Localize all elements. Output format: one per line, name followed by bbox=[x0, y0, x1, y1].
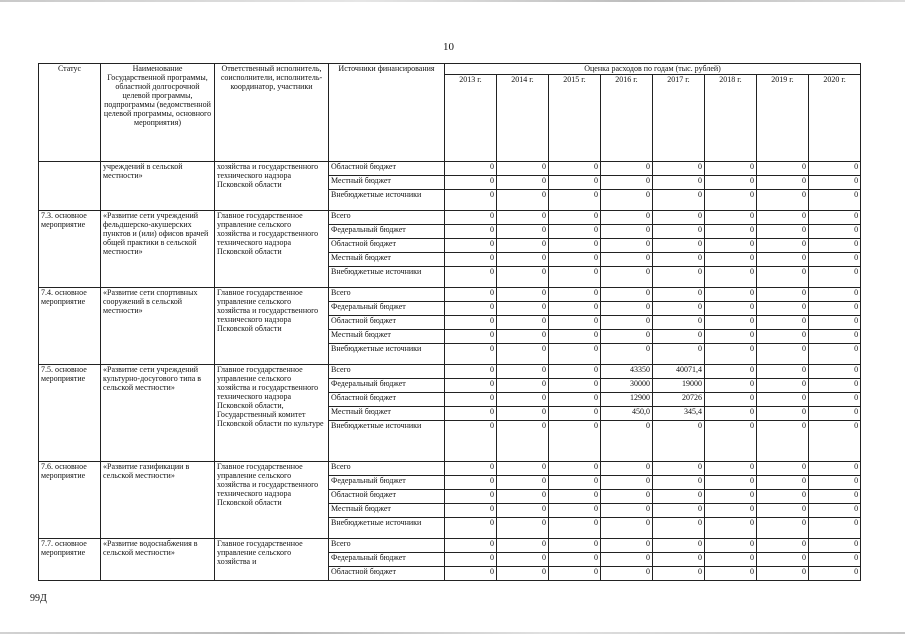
amount-cell: 0 bbox=[445, 211, 497, 225]
amount-cell: 0 bbox=[653, 211, 705, 225]
amount-cell: 0 bbox=[549, 302, 601, 316]
funding-source-cell: Всего bbox=[329, 365, 445, 379]
amount-cell: 0 bbox=[601, 239, 653, 253]
amount-cell: 0 bbox=[445, 330, 497, 344]
amount-cell: 0 bbox=[497, 344, 549, 365]
amount-cell: 0 bbox=[549, 239, 601, 253]
header-year: 2018 г. bbox=[705, 75, 757, 162]
amount-cell: 0 bbox=[601, 344, 653, 365]
amount-cell: 0 bbox=[809, 393, 861, 407]
amount-cell: 0 bbox=[653, 344, 705, 365]
amount-cell: 0 bbox=[705, 539, 757, 553]
table-row bbox=[39, 211, 861, 225]
header-year: 2020 г. bbox=[809, 75, 861, 162]
amount-cell: 0 bbox=[757, 504, 809, 518]
amount-cell: 0 bbox=[809, 176, 861, 190]
amount-cell: 0 bbox=[445, 379, 497, 393]
funding-source-cell: Внебюджетные источники bbox=[329, 344, 445, 365]
amount-cell: 0 bbox=[809, 225, 861, 239]
amount-cell: 0 bbox=[445, 462, 497, 476]
amount-cell: 0 bbox=[601, 190, 653, 211]
funding-source-cell: Внебюджетные источники bbox=[329, 518, 445, 539]
amount-cell: 0 bbox=[653, 239, 705, 253]
amount-cell: 12900 bbox=[601, 393, 653, 407]
footer-code: 99Д bbox=[30, 593, 47, 604]
header-year: 2019 г. bbox=[757, 75, 809, 162]
amount-cell: 0 bbox=[653, 162, 705, 176]
amount-cell: 0 bbox=[601, 476, 653, 490]
responsible-cell: Главное государственное управление сельского хозяйства и bbox=[215, 539, 329, 581]
amount-cell: 0 bbox=[757, 211, 809, 225]
amount-cell: 0 bbox=[601, 490, 653, 504]
amount-cell: 0 bbox=[809, 330, 861, 344]
program-name-cell: учреждений в сельской местности» bbox=[101, 162, 215, 211]
amount-cell: 0 bbox=[497, 490, 549, 504]
amount-cell: 0 bbox=[445, 288, 497, 302]
funding-source-cell: Областной бюджет bbox=[329, 490, 445, 504]
amount-cell: 0 bbox=[445, 490, 497, 504]
amount-cell: 0 bbox=[757, 365, 809, 379]
funding-source-cell: Внебюджетные источники bbox=[329, 421, 445, 462]
amount-cell: 0 bbox=[549, 190, 601, 211]
header-name: Наименование Государственной программы, областной долгосрочной целевой программы, подпрограммы (ведомственной целевой программы, основного мероприятия) bbox=[101, 64, 215, 162]
status-cell: 7.3. основное мероприятие bbox=[39, 211, 101, 288]
amount-cell: 0 bbox=[445, 344, 497, 365]
table-row bbox=[39, 365, 861, 379]
funding-source-cell: Местный бюджет bbox=[329, 253, 445, 267]
amount-cell: 0 bbox=[757, 393, 809, 407]
amount-cell: 0 bbox=[601, 302, 653, 316]
amount-cell: 0 bbox=[549, 267, 601, 288]
amount-cell: 0 bbox=[601, 504, 653, 518]
amount-cell: 0 bbox=[497, 225, 549, 239]
amount-cell: 0 bbox=[653, 316, 705, 330]
amount-cell: 0 bbox=[497, 239, 549, 253]
amount-cell: 0 bbox=[705, 176, 757, 190]
funding-source-cell: Областной бюджет bbox=[329, 393, 445, 407]
responsible-cell: Главное государственное управление сельского хозяйства и государственного технического надзора Псковской области bbox=[215, 462, 329, 539]
amount-cell: 0 bbox=[757, 253, 809, 267]
amount-cell: 0 bbox=[809, 504, 861, 518]
header-year: 2015 г. bbox=[549, 75, 601, 162]
amount-cell: 0 bbox=[705, 421, 757, 462]
amount-cell: 0 bbox=[757, 316, 809, 330]
amount-cell: 0 bbox=[705, 462, 757, 476]
amount-cell: 0 bbox=[497, 407, 549, 421]
amount-cell: 0 bbox=[601, 211, 653, 225]
amount-cell: 0 bbox=[653, 462, 705, 476]
amount-cell: 0 bbox=[809, 490, 861, 504]
amount-cell: 0 bbox=[445, 253, 497, 267]
funding-source-cell: Областной бюджет bbox=[329, 316, 445, 330]
amount-cell: 0 bbox=[549, 162, 601, 176]
amount-cell: 0 bbox=[809, 407, 861, 421]
amount-cell: 0 bbox=[809, 239, 861, 253]
amount-cell: 0 bbox=[601, 567, 653, 581]
amount-cell: 0 bbox=[757, 567, 809, 581]
amount-cell: 0 bbox=[497, 267, 549, 288]
amount-cell: 0 bbox=[497, 379, 549, 393]
amount-cell: 0 bbox=[549, 539, 601, 553]
table-body bbox=[39, 162, 861, 581]
amount-cell: 0 bbox=[601, 162, 653, 176]
amount-cell: 0 bbox=[549, 288, 601, 302]
amount-cell: 0 bbox=[445, 407, 497, 421]
amount-cell: 0 bbox=[445, 393, 497, 407]
amount-cell: 0 bbox=[809, 567, 861, 581]
amount-cell: 0 bbox=[549, 476, 601, 490]
amount-cell: 0 bbox=[705, 316, 757, 330]
amount-cell: 0 bbox=[549, 504, 601, 518]
funding-source-cell: Областной бюджет bbox=[329, 162, 445, 176]
program-name-cell: «Развитие водоснабжения в сельской местности» bbox=[101, 539, 215, 581]
amount-cell: 0 bbox=[705, 393, 757, 407]
amount-cell: 0 bbox=[705, 518, 757, 539]
amount-cell: 0 bbox=[445, 302, 497, 316]
amount-cell: 0 bbox=[705, 504, 757, 518]
amount-cell: 0 bbox=[497, 553, 549, 567]
amount-cell: 0 bbox=[809, 316, 861, 330]
amount-cell: 0 bbox=[497, 421, 549, 462]
scan-edge-top bbox=[0, 0, 905, 2]
amount-cell: 0 bbox=[549, 253, 601, 267]
amount-cell: 0 bbox=[757, 344, 809, 365]
header-year: 2014 г. bbox=[497, 75, 549, 162]
amount-cell: 0 bbox=[601, 539, 653, 553]
amount-cell: 0 bbox=[601, 330, 653, 344]
funding-source-cell: Федеральный бюджет bbox=[329, 302, 445, 316]
amount-cell: 0 bbox=[757, 379, 809, 393]
amount-cell: 0 bbox=[757, 239, 809, 253]
amount-cell: 0 bbox=[705, 567, 757, 581]
amount-cell: 0 bbox=[601, 316, 653, 330]
amount-cell: 0 bbox=[653, 518, 705, 539]
funding-source-cell: Областной бюджет bbox=[329, 239, 445, 253]
amount-cell: 43350 bbox=[601, 365, 653, 379]
amount-cell: 0 bbox=[497, 567, 549, 581]
program-name-cell: «Развитие сети учреждений культурно-досугового типа в сельской местности» bbox=[101, 365, 215, 462]
table-row bbox=[39, 288, 861, 302]
amount-cell: 0 bbox=[653, 288, 705, 302]
amount-cell: 0 bbox=[445, 239, 497, 253]
amount-cell: 0 bbox=[809, 344, 861, 365]
amount-cell: 0 bbox=[705, 253, 757, 267]
amount-cell: 0 bbox=[757, 302, 809, 316]
amount-cell: 0 bbox=[497, 518, 549, 539]
amount-cell: 0 bbox=[653, 253, 705, 267]
amount-cell: 0 bbox=[549, 490, 601, 504]
amount-cell: 0 bbox=[809, 267, 861, 288]
amount-cell: 0 bbox=[445, 539, 497, 553]
amount-cell: 0 bbox=[549, 518, 601, 539]
amount-cell: 0 bbox=[601, 225, 653, 239]
amount-cell: 0 bbox=[809, 462, 861, 476]
scan-edge-bottom bbox=[0, 632, 905, 634]
funding-source-cell: Внебюджетные источники bbox=[329, 190, 445, 211]
amount-cell: 0 bbox=[705, 267, 757, 288]
amount-cell: 0 bbox=[549, 421, 601, 462]
amount-cell: 0 bbox=[757, 288, 809, 302]
amount-cell: 0 bbox=[549, 553, 601, 567]
program-name-cell: «Развитие сети спортивных сооружений в сельской местности» bbox=[101, 288, 215, 365]
amount-cell: 0 bbox=[497, 302, 549, 316]
amount-cell: 450,0 bbox=[601, 407, 653, 421]
header-sources: Источники финансирования bbox=[329, 64, 445, 162]
amount-cell: 0 bbox=[653, 539, 705, 553]
amount-cell: 0 bbox=[653, 330, 705, 344]
responsible-cell: Главное государственное управление сельского хозяйства и государственного технического надзора Псковской области bbox=[215, 211, 329, 288]
amount-cell: 40071,4 bbox=[653, 365, 705, 379]
amount-cell: 0 bbox=[445, 553, 497, 567]
amount-cell: 0 bbox=[549, 330, 601, 344]
funding-source-cell: Федеральный бюджет bbox=[329, 379, 445, 393]
amount-cell: 0 bbox=[809, 421, 861, 462]
funding-source-cell: Внебюджетные источники bbox=[329, 267, 445, 288]
amount-cell: 0 bbox=[549, 407, 601, 421]
amount-cell: 0 bbox=[497, 539, 549, 553]
amount-cell: 0 bbox=[445, 267, 497, 288]
amount-cell: 0 bbox=[549, 316, 601, 330]
funding-source-cell: Местный бюджет bbox=[329, 330, 445, 344]
funding-source-cell: Всего bbox=[329, 539, 445, 553]
status-cell: 7.5. основное мероприятие bbox=[39, 365, 101, 462]
amount-cell: 0 bbox=[445, 567, 497, 581]
amount-cell: 0 bbox=[445, 421, 497, 462]
amount-cell: 0 bbox=[757, 176, 809, 190]
amount-cell: 0 bbox=[445, 476, 497, 490]
amount-cell: 0 bbox=[705, 379, 757, 393]
amount-cell: 0 bbox=[705, 553, 757, 567]
program-name-cell: «Развитие газификации в сельской местности» bbox=[101, 462, 215, 539]
amount-cell: 0 bbox=[757, 421, 809, 462]
amount-cell: 0 bbox=[705, 407, 757, 421]
amount-cell: 0 bbox=[653, 553, 705, 567]
header-year: 2017 г. bbox=[653, 75, 705, 162]
status-cell: 7.7. основное мероприятие bbox=[39, 539, 101, 581]
amount-cell: 0 bbox=[497, 504, 549, 518]
amount-cell: 0 bbox=[497, 190, 549, 211]
amount-cell: 0 bbox=[601, 176, 653, 190]
amount-cell: 0 bbox=[497, 365, 549, 379]
amount-cell: 0 bbox=[497, 393, 549, 407]
amount-cell: 0 bbox=[757, 462, 809, 476]
amount-cell: 0 bbox=[809, 162, 861, 176]
header-status: Статус bbox=[39, 64, 101, 162]
amount-cell: 0 bbox=[809, 476, 861, 490]
amount-cell: 0 bbox=[757, 553, 809, 567]
amount-cell: 0 bbox=[705, 288, 757, 302]
amount-cell: 0 bbox=[653, 302, 705, 316]
amount-cell: 0 bbox=[757, 190, 809, 211]
amount-cell: 30000 bbox=[601, 379, 653, 393]
amount-cell: 0 bbox=[705, 211, 757, 225]
header-year: 2016 г. bbox=[601, 75, 653, 162]
amount-cell: 0 bbox=[601, 553, 653, 567]
funding-source-cell: Местный бюджет bbox=[329, 176, 445, 190]
amount-cell: 0 bbox=[653, 476, 705, 490]
amount-cell: 0 bbox=[809, 302, 861, 316]
amount-cell: 0 bbox=[549, 365, 601, 379]
responsible-cell: Главное государственное управление сельского хозяйства и государственного технического надзора Псковской области, Государственный комитет Псковской области по культуре bbox=[215, 365, 329, 462]
amount-cell: 345,4 bbox=[653, 407, 705, 421]
amount-cell: 0 bbox=[549, 344, 601, 365]
amount-cell: 0 bbox=[653, 421, 705, 462]
amount-cell: 0 bbox=[705, 239, 757, 253]
amount-cell: 0 bbox=[705, 490, 757, 504]
responsible-cell: хозяйства и государственного технического надзора Псковской области bbox=[215, 162, 329, 211]
amount-cell: 0 bbox=[705, 225, 757, 239]
amount-cell: 0 bbox=[809, 379, 861, 393]
funding-source-cell: Всего bbox=[329, 211, 445, 225]
table-row bbox=[39, 462, 861, 476]
table-header-row bbox=[39, 64, 861, 75]
header-year: 2013 г. bbox=[445, 75, 497, 162]
funding-source-cell: Федеральный бюджет bbox=[329, 225, 445, 239]
amount-cell: 0 bbox=[757, 330, 809, 344]
amount-cell: 0 bbox=[757, 490, 809, 504]
amount-cell: 0 bbox=[549, 462, 601, 476]
amount-cell: 0 bbox=[757, 267, 809, 288]
funding-source-cell: Местный бюджет bbox=[329, 407, 445, 421]
amount-cell: 0 bbox=[445, 365, 497, 379]
funding-source-cell: Всего bbox=[329, 462, 445, 476]
amount-cell: 0 bbox=[757, 476, 809, 490]
amount-cell: 0 bbox=[653, 490, 705, 504]
amount-cell: 0 bbox=[757, 162, 809, 176]
amount-cell: 0 bbox=[653, 176, 705, 190]
amount-cell: 0 bbox=[601, 421, 653, 462]
funding-source-cell: Всего bbox=[329, 288, 445, 302]
amount-cell: 0 bbox=[497, 330, 549, 344]
amount-cell: 0 bbox=[497, 162, 549, 176]
amount-cell: 0 bbox=[445, 176, 497, 190]
header-responsible: Ответственный исполнитель, соисполнители, исполнитель-координатор, участники bbox=[215, 64, 329, 162]
amount-cell: 0 bbox=[653, 225, 705, 239]
amount-cell: 0 bbox=[445, 190, 497, 211]
funding-source-cell: Областной бюджет bbox=[329, 567, 445, 581]
amount-cell: 0 bbox=[653, 504, 705, 518]
amount-cell: 0 bbox=[653, 267, 705, 288]
amount-cell: 0 bbox=[445, 162, 497, 176]
funding-source-cell: Местный бюджет bbox=[329, 504, 445, 518]
table-row bbox=[39, 539, 861, 553]
amount-cell: 0 bbox=[809, 553, 861, 567]
amount-cell: 0 bbox=[601, 288, 653, 302]
amount-cell: 0 bbox=[549, 379, 601, 393]
status-cell bbox=[39, 162, 101, 211]
amount-cell: 0 bbox=[653, 190, 705, 211]
amount-cell: 0 bbox=[601, 253, 653, 267]
amount-cell: 0 bbox=[705, 344, 757, 365]
amount-cell: 0 bbox=[705, 330, 757, 344]
amount-cell: 0 bbox=[705, 302, 757, 316]
amount-cell: 0 bbox=[445, 316, 497, 330]
budget-table bbox=[38, 63, 861, 581]
amount-cell: 0 bbox=[705, 162, 757, 176]
amount-cell: 0 bbox=[705, 190, 757, 211]
amount-cell: 0 bbox=[497, 316, 549, 330]
page-number: 10 bbox=[443, 41, 454, 53]
amount-cell: 19000 bbox=[653, 379, 705, 393]
table-row bbox=[39, 162, 861, 176]
header-estimate: Оценка расходов по годам (тыс. рублей) bbox=[445, 64, 861, 75]
amount-cell: 0 bbox=[705, 476, 757, 490]
amount-cell: 0 bbox=[497, 176, 549, 190]
amount-cell: 0 bbox=[601, 518, 653, 539]
amount-cell: 0 bbox=[601, 267, 653, 288]
status-cell: 7.4. основное мероприятие bbox=[39, 288, 101, 365]
amount-cell: 0 bbox=[549, 225, 601, 239]
amount-cell: 0 bbox=[809, 288, 861, 302]
amount-cell: 0 bbox=[809, 253, 861, 267]
amount-cell: 0 bbox=[757, 518, 809, 539]
program-name-cell: «Развитие сети учреждений фельдшерско-акушерских пунктов и (или) офисов врачей общей практики в сельской местности» bbox=[101, 211, 215, 288]
amount-cell: 0 bbox=[445, 504, 497, 518]
amount-cell: 0 bbox=[445, 225, 497, 239]
amount-cell: 0 bbox=[601, 462, 653, 476]
amount-cell: 0 bbox=[809, 190, 861, 211]
amount-cell: 0 bbox=[497, 211, 549, 225]
amount-cell: 0 bbox=[497, 462, 549, 476]
amount-cell: 0 bbox=[757, 407, 809, 421]
status-cell: 7.6. основное мероприятие bbox=[39, 462, 101, 539]
funding-source-cell: Федеральный бюджет bbox=[329, 476, 445, 490]
amount-cell: 0 bbox=[705, 365, 757, 379]
amount-cell: 0 bbox=[809, 211, 861, 225]
amount-cell: 0 bbox=[497, 288, 549, 302]
amount-cell: 0 bbox=[497, 253, 549, 267]
amount-cell: 0 bbox=[653, 567, 705, 581]
amount-cell: 0 bbox=[809, 365, 861, 379]
amount-cell: 0 bbox=[549, 176, 601, 190]
amount-cell: 0 bbox=[809, 539, 861, 553]
amount-cell: 0 bbox=[757, 225, 809, 239]
amount-cell: 0 bbox=[809, 518, 861, 539]
amount-cell: 0 bbox=[757, 539, 809, 553]
responsible-cell: Главное государственное управление сельского хозяйства и государственного технического надзора Псковской области bbox=[215, 288, 329, 365]
funding-source-cell: Федеральный бюджет bbox=[329, 553, 445, 567]
amount-cell: 0 bbox=[549, 567, 601, 581]
amount-cell: 0 bbox=[497, 476, 549, 490]
amount-cell: 0 bbox=[445, 518, 497, 539]
amount-cell: 0 bbox=[549, 211, 601, 225]
amount-cell: 20726 bbox=[653, 393, 705, 407]
amount-cell: 0 bbox=[549, 393, 601, 407]
